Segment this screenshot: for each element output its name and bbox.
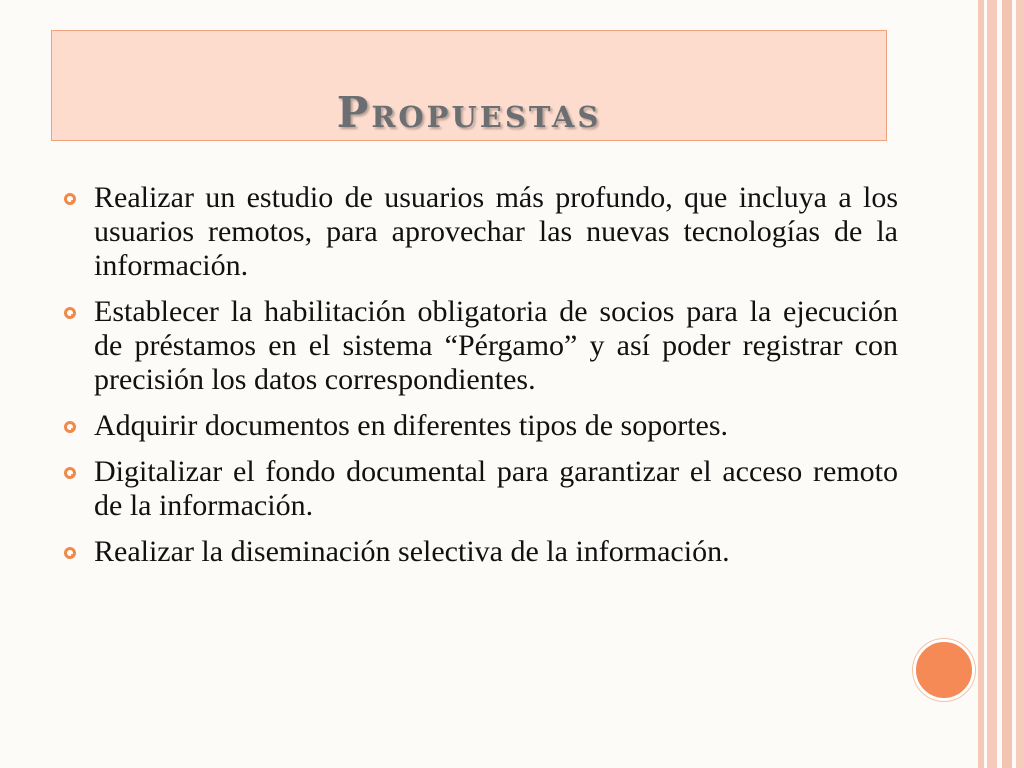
bullet-icon <box>64 467 76 479</box>
title-box <box>51 30 887 141</box>
decorative-circle <box>913 639 975 701</box>
bullet-item <box>64 409 898 443</box>
bullet-item <box>64 455 898 523</box>
decorative-stripe <box>987 0 997 768</box>
decorative-stripe <box>1016 0 1024 768</box>
bullet-item <box>64 535 898 569</box>
decorative-stripe <box>1002 0 1012 768</box>
bullet-icon <box>64 547 76 559</box>
bullet-list <box>64 181 898 581</box>
bullet-text: Realizar la diseminación selectiva de la información. <box>94 535 730 568</box>
bullet-icon <box>64 307 76 319</box>
slide-title: Propuestas <box>336 88 602 137</box>
bullet-text: Realizar un estudio de usuarios más profundo, que incluya a los usuarios remotos, para aprovechar las nuevas tecnologías de la información. <box>94 181 898 282</box>
bullet-icon <box>64 421 76 433</box>
bullet-item <box>64 295 898 397</box>
bullet-text: Adquirir documentos en diferentes tipos de soportes. <box>94 409 729 442</box>
bullet-text: Digitalizar el fondo documental para garantizar el acceso remoto de la información. <box>94 455 898 522</box>
bullet-icon <box>64 193 76 205</box>
bullet-text: Establecer la habilitación obligatoria de socios para la ejecución de préstamos en el sistema “Pérgamo” y así poder registrar con precisión los datos correspondientes. <box>94 295 898 396</box>
bullet-item <box>64 181 898 283</box>
